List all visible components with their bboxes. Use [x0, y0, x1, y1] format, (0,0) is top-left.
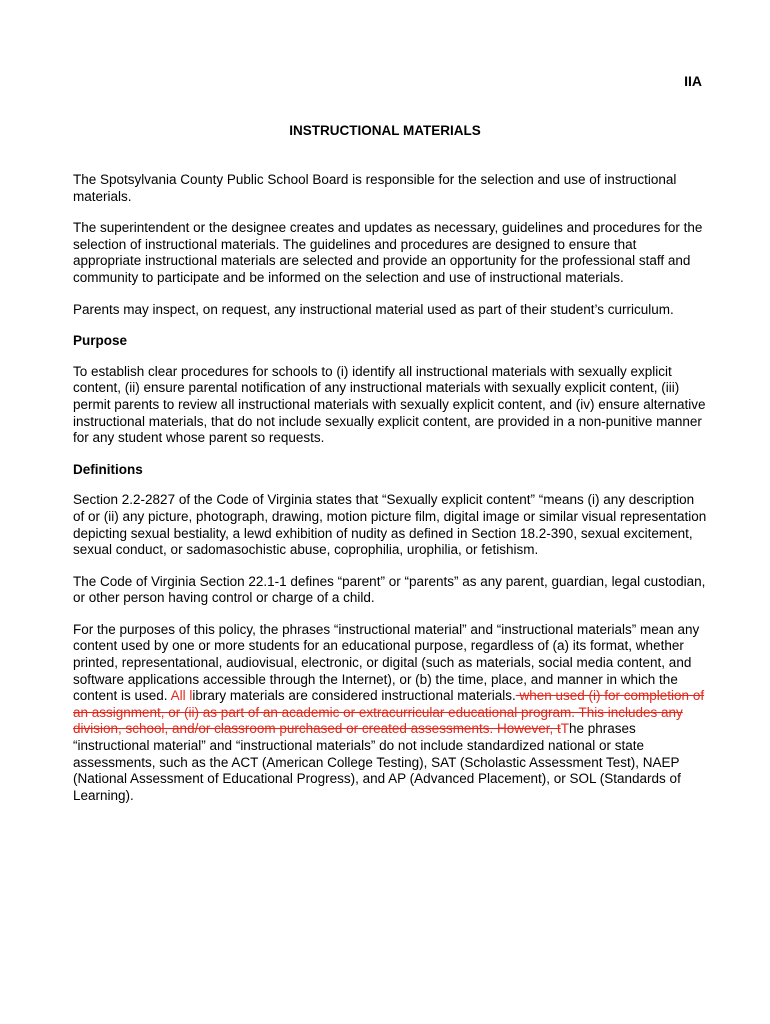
definitions-heading: Definitions — [73, 461, 143, 477]
page-title: INSTRUCTIONAL MATERIALS — [289, 123, 481, 138]
intro-paragraph-1: The Spotsylvania County Public School Board is responsible for the selection and use of instructional materials. — [73, 172, 677, 204]
document-body — [73, 172, 707, 819]
definition-text: ibrary materials are considered instructional materials. — [192, 688, 516, 704]
definition-text: he phrases “instructional material” and “instructional materials” do not include standardized national or state assessments, such as the ACT (American College Testing), SAT (Scholastic Assessment Test), NAEP (National Assessment of Educational Progress), and AP (Advanced Placement), or SOL (Standards of Learning). — [73, 721, 681, 803]
intro-paragraph-3: Parents may inspect, on request, any instructional material used as part of their student’s curriculum. — [73, 301, 674, 317]
purpose-paragraph: To establish clear procedures for schools to (i) identify all instructional materials with sexually explicit content, (ii) ensure parental notification of any instructional materials with sexually explicit content, (iii) permit parents to review all instructional materials with sexually explicit content, and (iv) ensure alternative instructional materials, that do not include sexually explicit content, are provided in a non-punitive manner for any student whose parent so requests. — [73, 363, 706, 446]
inserted-text: T — [560, 721, 569, 737]
definition-paragraph-2: The Code of Virginia Section 22.1-1 defines “parent” or “parents” as any parent, guardian, legal custodian, or other person having control or charge of a child. — [73, 573, 706, 606]
definition-text: For the purposes of this policy, the phrases “instructional material” and “instructional materials” mean any content used by one or more students for an educational purpose, regardless of (a) its format, whether printed, representational, audiovisual, electronic, or digital (such as materials, social media content, and software applications accessible through the Internet), or (b) the time, place, and manner in which the content is used. — [73, 621, 700, 704]
purpose-heading: Purpose — [73, 333, 128, 349]
inserted-text: All l — [170, 688, 193, 704]
intro-paragraph-2: The superintendent or the designee creates and updates as necessary, guidelines and procedures for the selection of instructional materials. The guidelines and procedures are designed to ensure that appropriate instructional materials are selected and provide an opportunity for the professional staff and community to participate and be informed on the selection and use of instructional materials. — [73, 220, 703, 285]
definition-paragraph-3 — [73, 622, 707, 805]
definition-paragraph-1: Section 2.2-2827 of the Code of Virginia states that “Sexually explicit content” “means (i) any description of or (ii) any picture, photograph, drawing, motion picture film, digital image or similar visual representation depicting sexual bestiality, a lewd exhibition of nudity as defined in Section 18.2-390, sexual excitement, sexual conduct, or sadomasochistic abuse, coprophilia, urophilia, or fetishism. — [73, 492, 707, 558]
deleted-text: when used (i) for completion of an assignment, or (ii) as part of an academic or extracurricular educational program. This includes any division, school, and/or classroom purchased or created assessments. However, t — [73, 688, 705, 737]
policy-code: IIA — [684, 73, 702, 89]
